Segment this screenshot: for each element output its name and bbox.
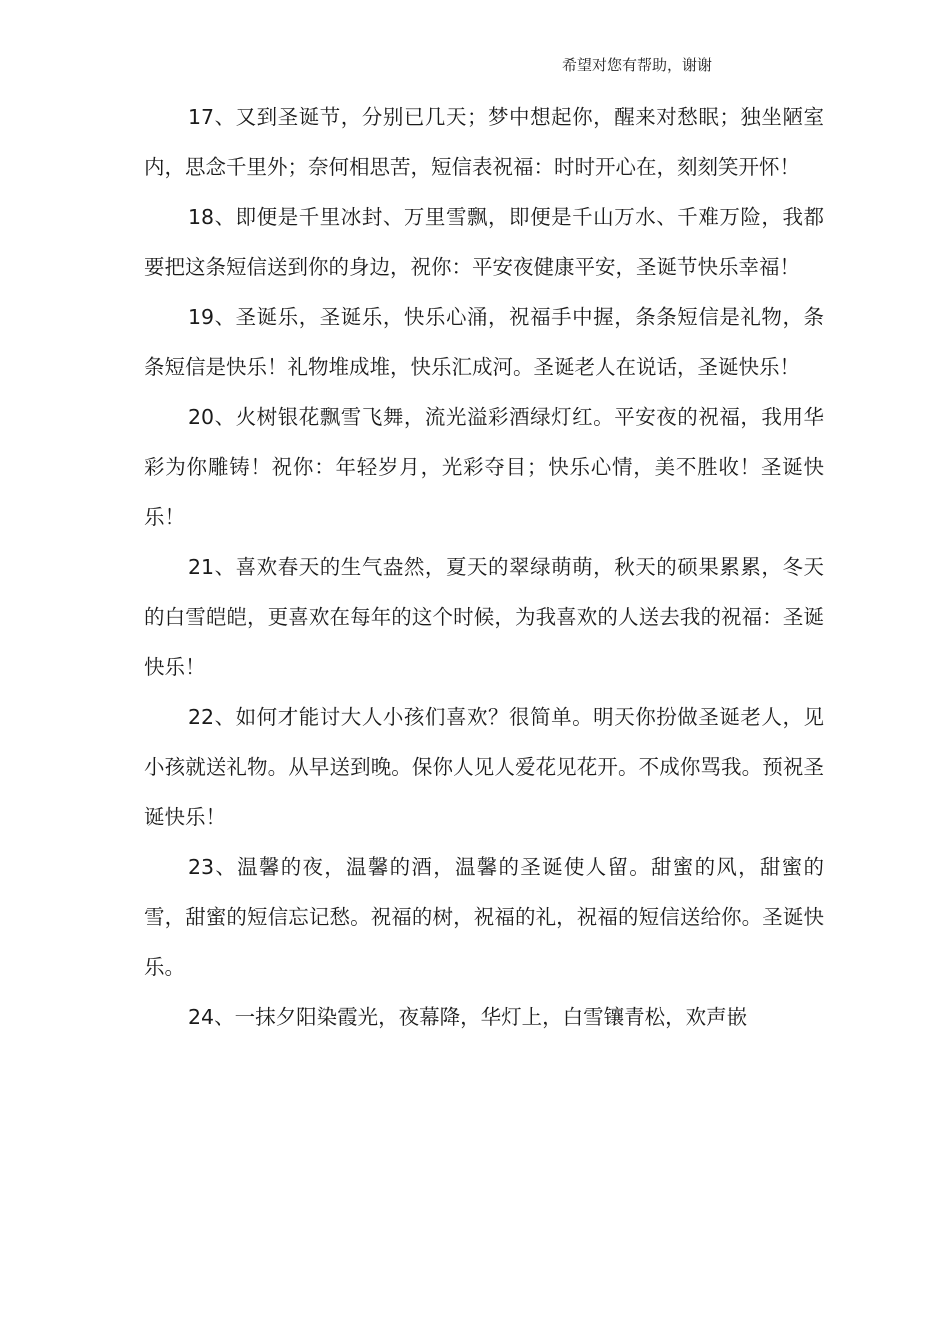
paragraph-24: 24、一抹夕阳染霞光，夜幕降，华灯上，白雪镶青松，欢声嵌	[188, 1005, 748, 1029]
paragraph-18: 18、即便是千里冰封、万里雪飘，即便是千山万水、千难万险，我都要把这条短信送到你的身边，祝你：平安夜健康平安，圣诞节快乐幸福！	[144, 205, 824, 279]
document-body	[144, 92, 824, 1042]
header-note: 希望对您有帮助，谢谢	[562, 56, 713, 74]
paragraph-19: 19、圣诞乐，圣诞乐，快乐心涌，祝福手中握，条条短信是礼物，条条短信是快乐！礼物堆成堆，快乐汇成河。圣诞老人在说话，圣诞快乐！	[144, 305, 824, 379]
paragraph-17: 17、又到圣诞节，分别已几天；梦中想起你，醒来对愁眠；独坐陋室内，思念千里外；奈何相思苦，短信表祝福：时时开心在，刻刻笑开怀！	[144, 105, 824, 179]
paragraph-22: 22、如何才能讨大人小孩们喜欢？很简单。明天你扮做圣诞老人，见小孩就送礼物。从早送到晚。保你人见人爱花见花开。不成你骂我。预祝圣诞快乐！	[144, 705, 824, 829]
paragraph-21: 21、喜欢春天的生气盎然，夏天的翠绿萌萌，秋天的硕果累累，冬天的白雪皑皑，更喜欢在每年的这个时候，为我喜欢的人送去我的祝福：圣诞快乐！	[144, 555, 824, 679]
paragraph-23: 23、温馨的夜，温馨的酒，温馨的圣诞使人留。甜蜜的风，甜蜜的雪，甜蜜的短信忘记愁。祝福的树，祝福的礼，祝福的短信送给你。圣诞快乐。	[144, 855, 824, 979]
paragraph-20: 20、火树银花飘雪飞舞，流光溢彩酒绿灯红。平安夜的祝福，我用华彩为你雕铸！祝你：年轻岁月，光彩夺目；快乐心情，美不胜收！圣诞快乐！	[144, 405, 824, 529]
